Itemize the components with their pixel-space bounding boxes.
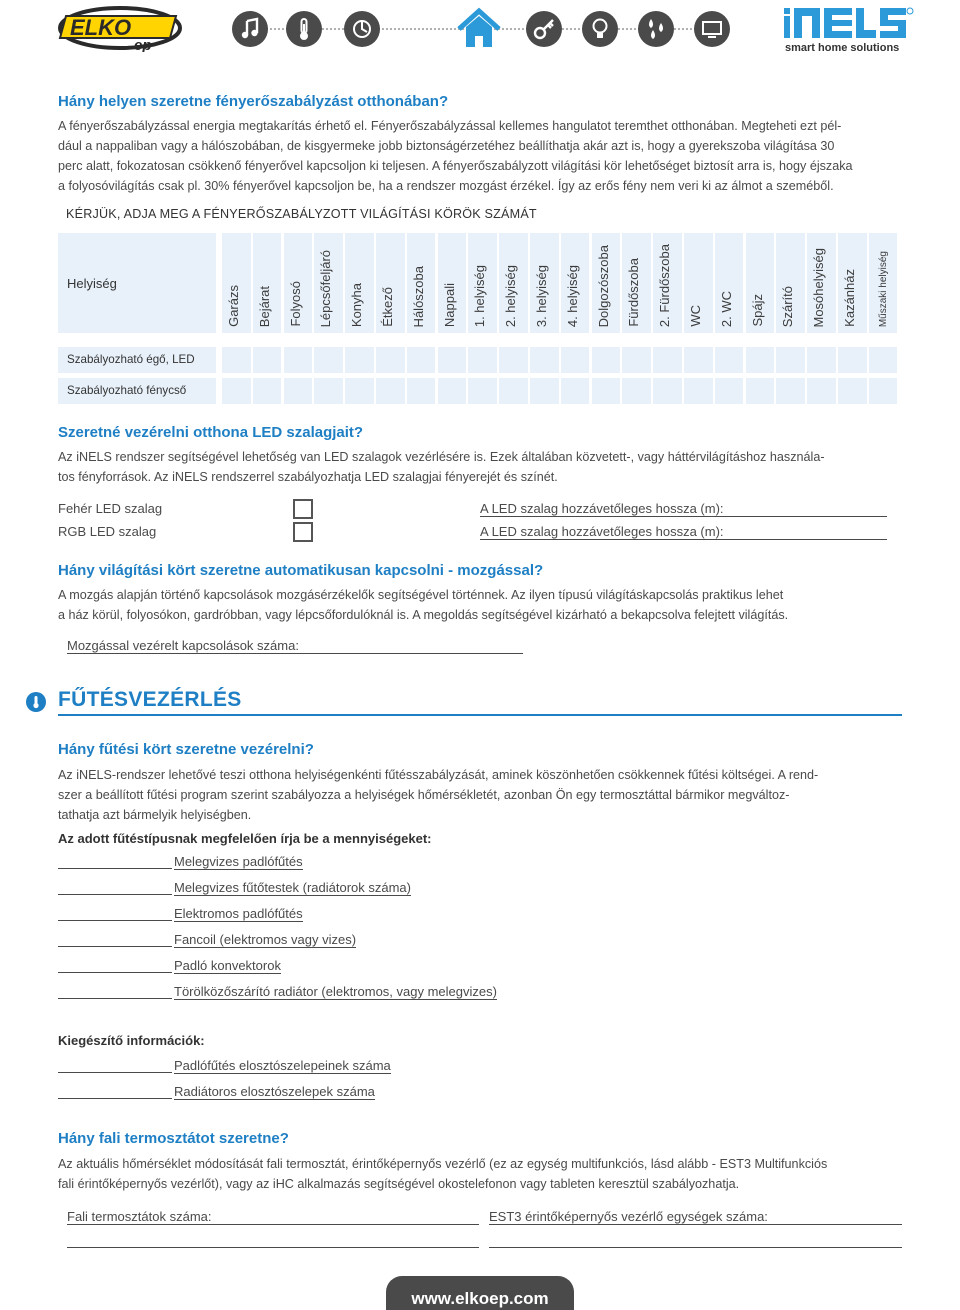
room-name: Mosóhelyiség	[811, 247, 827, 327]
bulb-icon	[582, 11, 618, 47]
table-input-cell[interactable]	[468, 378, 497, 404]
room-column-header	[653, 233, 682, 333]
table-input-cell[interactable]	[407, 378, 436, 404]
led-paragraph	[58, 447, 904, 487]
wall-thermostat-extra-line[interactable]	[67, 1247, 479, 1248]
thermometer-icon	[26, 692, 46, 712]
led-question: Szeretné vezérelni otthona LED szalagjait?	[58, 424, 364, 441]
room-column-header	[746, 233, 775, 333]
heating-type-label: Melegvizes fűtőtestek (radiátorok száma)	[174, 880, 411, 895]
table-input-cell[interactable]	[468, 347, 497, 373]
table-input-cell[interactable]	[376, 378, 405, 404]
room-column-header	[284, 233, 313, 333]
room-column-header	[715, 233, 744, 333]
row-label-cell	[58, 378, 216, 404]
room-column-header	[499, 233, 528, 333]
room-name: 2. WC	[718, 290, 734, 327]
table-input-cell[interactable]	[684, 347, 713, 373]
table-input-cell[interactable]	[345, 347, 374, 373]
table-row-dimmable-tube	[58, 378, 902, 404]
room-name: Nappali	[441, 282, 457, 327]
room-column-header	[684, 233, 713, 333]
room-column-header	[592, 233, 621, 333]
room-table-header	[58, 233, 902, 333]
room-name: Spájz	[749, 294, 765, 327]
room-name: Fürdőszoba	[626, 258, 642, 327]
room-name: Étkező	[380, 287, 395, 327]
heating-question: Hány fűtési kört szeretne vezérelni?	[58, 741, 314, 758]
table-input-cell[interactable]	[776, 347, 805, 373]
room-column-header	[314, 233, 343, 333]
wall-thermostat-label: Fali termosztátok száma:	[67, 1209, 212, 1224]
dimming-paragraph	[58, 116, 904, 196]
table-input-cell[interactable]	[746, 378, 775, 404]
room-name: WC	[688, 305, 703, 327]
table-input-cell[interactable]	[869, 378, 898, 404]
room-name: Műszaki helyiség	[877, 250, 889, 327]
room-name: 2. Fürdőszoba	[657, 243, 673, 327]
table-input-cell[interactable]	[776, 378, 805, 404]
room-column-header	[838, 233, 867, 333]
room-column-header	[438, 233, 467, 333]
heating-line: Az iNELS-rendszer lehetővé teszi otthona helyiségenkénti fűtésszabályzását, aminek köszönhetően csökkennek fűtési költségei. A rend-	[58, 768, 819, 782]
table-input-cell[interactable]	[376, 347, 405, 373]
heating-quantity-blank[interactable]	[58, 894, 172, 895]
page-header	[0, 0, 960, 62]
extra-info-label: Kiegészítő információk:	[58, 1033, 205, 1048]
led-line: tos fényforrások. Az iNELS rendszerrel szabályozhatja LED szalagjai fényerejét és színét.	[58, 470, 558, 484]
wall-thermostat-field[interactable]	[67, 1209, 479, 1225]
heating-line: tathatja azt bármelyik helyiségben.	[58, 808, 252, 822]
room-name: 1. helyiség	[472, 264, 488, 327]
heating-type-label: Melegvizes padlófűtés	[174, 854, 303, 869]
room-header-label: Helyiség	[67, 276, 117, 291]
room-name: 4. helyiség	[564, 264, 580, 327]
heating-line: szer a beállított fűtési program szerint szabályozza a helyiségek hőmérsékletét, azonban Ön egy termosztáttal bármikor megváltoz-	[58, 788, 790, 802]
dimming-instruction: KÉRJÜK, ADJA MEG A FÉNYERŐSZABÁLYZOTT VILÁGÍTÁSI KÖRÖK SZÁMÁT	[66, 207, 537, 221]
room-column-header	[468, 233, 497, 333]
room-column-header	[530, 233, 559, 333]
room-name: Kazánház	[842, 269, 857, 327]
dimming-line: A fényerőszabályzással energia megtakarítás érhető el. Fényerőszabályzással kellemes hangulatot teremthet otthonában. Megteheti ezt pél-	[58, 119, 842, 133]
room-name: Garázs	[226, 285, 241, 327]
table-input-cell[interactable]	[592, 378, 621, 404]
motion-line: a ház körül, folyosókon, gardróbban, vagy lépcsőfordulóknál is. A megoldás segítségével kizárható a bekapcsolva felejtett világítás.	[58, 608, 789, 622]
table-input-cell[interactable]	[499, 347, 528, 373]
extra-quantity-blank[interactable]	[58, 1072, 172, 1073]
heating-type-label: Fancoil (elektromos vagy vizes)	[174, 932, 357, 947]
room-column-header	[622, 233, 651, 333]
heating-type-label: Elektromos padlófűtés	[174, 906, 303, 921]
row-label: Szabályozható fénycső	[67, 384, 187, 397]
table-input-cell[interactable]	[592, 347, 621, 373]
rgb-led-checkbox[interactable]	[293, 522, 313, 542]
home-icon	[456, 7, 502, 51]
table-input-cell[interactable]	[561, 347, 590, 373]
room-name: Szárító	[780, 285, 796, 327]
white-led-length-label: A LED szalag hozzávetőleges hossza (m):	[480, 501, 724, 516]
thermostat-paragraph	[58, 1154, 904, 1194]
table-input-cell[interactable]	[838, 378, 867, 404]
table-input-cell[interactable]	[838, 347, 867, 373]
room-column-header	[807, 233, 836, 333]
table-input-cell[interactable]	[438, 347, 467, 373]
table-input-cell[interactable]	[499, 378, 528, 404]
heating-type-label: Törölközőszárító radiátor (elektromos, vagy melegvizes)	[174, 984, 497, 999]
table-input-cell[interactable]	[869, 347, 898, 373]
category-icon-row	[232, 11, 732, 47]
room-name: Lépcsőfeljáró	[318, 249, 334, 327]
motion-paragraph	[58, 585, 904, 625]
dimming-line: a folyosóvilágítás csak pl. 30% fényerővel kapcsoljon be, ha a rendszer mozgást érzékel. Így az erős fény nem veri ki az álmot a szeméből.	[58, 179, 834, 193]
room-name: Dolgozószoba	[595, 244, 611, 327]
table-input-cell[interactable]	[314, 347, 343, 373]
table-input-cell[interactable]	[622, 347, 651, 373]
elko-sub: ep	[134, 37, 152, 52]
room-name: 3. helyiség	[534, 264, 549, 327]
room-column-header	[376, 233, 405, 333]
est3-field[interactable]	[489, 1209, 902, 1225]
table-input-cell[interactable]	[284, 347, 313, 373]
extra-info-item-label: Padlófűtés elosztószelepeinek száma	[174, 1058, 391, 1073]
table-input-cell[interactable]	[407, 347, 436, 373]
table-input-cell[interactable]	[314, 378, 343, 404]
footer-url[interactable]: www.elkoep.com	[411, 1289, 549, 1308]
heating-quantity-blank[interactable]	[58, 920, 172, 921]
heating-quantity-blank[interactable]	[58, 972, 172, 973]
motion-count-label: Mozgással vezérelt kapcsolások száma:	[67, 638, 299, 653]
table-input-cell[interactable]	[530, 378, 559, 404]
room-column-header	[561, 233, 590, 333]
row-label: Szabályozható égő, LED	[67, 353, 195, 366]
est3-label: EST3 érintőképernyős vezérlő egységek száma:	[489, 1209, 768, 1224]
thermometer-icon	[286, 11, 322, 47]
room-column-header	[345, 233, 374, 333]
table-input-cell[interactable]	[622, 378, 651, 404]
inels-logo	[784, 6, 914, 54]
white-led-length-field[interactable]	[480, 501, 887, 517]
heating-quantity-blank[interactable]	[58, 998, 172, 999]
room-name: Hálószoba	[410, 265, 426, 327]
heating-types-label: Az adott fűtéstípusnak megfelelően írja be a mennyiségeket:	[58, 831, 432, 846]
led-line: Az iNELS rendszer segítségével lehetőség van LED szalagok vezérlésére is. Ezek általában közvetett-, vagy háttérvilágításhoz használa-	[58, 450, 825, 464]
elko-brand: ELKO	[70, 15, 132, 40]
motion-line: A mozgás alapján történő kapcsolások mozgásérzékelők segítségével történnek. Az ilyen típusú világításkapcsolás praktikus lehet	[58, 588, 784, 602]
table-input-cell[interactable]	[530, 347, 559, 373]
row-label-cell	[58, 347, 216, 373]
music-icon	[232, 11, 268, 47]
rgb-led-length-field[interactable]	[480, 524, 887, 540]
room-name: Bejárat	[256, 285, 272, 327]
room-column-header	[869, 233, 898, 333]
drops-icon	[638, 11, 674, 47]
table-input-cell[interactable]	[438, 378, 467, 404]
table-input-cell[interactable]	[807, 347, 836, 373]
heating-type-label: Padló konvektorok	[174, 958, 281, 973]
heating-section-title: FŰTÉSVEZÉRLÉS	[58, 688, 242, 711]
table-input-cell[interactable]	[653, 378, 682, 404]
table-input-cell[interactable]	[253, 378, 282, 404]
room-name: Konyha	[349, 282, 365, 327]
room-header-label-cell	[58, 233, 216, 333]
inels-tagline: smart home solutions	[785, 42, 900, 54]
table-input-cell[interactable]	[653, 347, 682, 373]
room-name: 2. helyiség	[503, 264, 519, 327]
white-led-label: Fehér LED szalag	[58, 501, 163, 516]
dimming-line: dául a nappaliban vagy a hálószobában, de kisgyermeke jobb biztonságérzetéhez beállíthatja akár azt is, hogy a gyerekszoba világítása 30	[58, 139, 835, 153]
table-input-cell[interactable]	[222, 378, 251, 404]
table-input-cell[interactable]	[715, 378, 744, 404]
motion-question: Hány világítási kört szeretne automatikusan kapcsolni - mozgással?	[58, 562, 544, 579]
footer-url-tab[interactable]	[386, 1276, 574, 1310]
settings-icon	[344, 11, 380, 47]
heating-quantity-blank[interactable]	[58, 868, 172, 869]
key-icon	[526, 11, 562, 47]
room-column-header	[776, 233, 805, 333]
rgb-led-label: RGB LED szalag	[58, 524, 157, 539]
page-footer	[0, 1262, 960, 1310]
table-input-cell[interactable]	[561, 378, 590, 404]
table-input-cell[interactable]	[715, 347, 744, 373]
room-column-header	[407, 233, 436, 333]
tv-icon	[694, 11, 730, 47]
table-input-cell[interactable]	[684, 378, 713, 404]
est3-extra-line[interactable]	[489, 1247, 902, 1248]
room-column-header	[253, 233, 282, 333]
thermostat-line: fali érintőképernyős vezérlőt), vagy az iHC alkalmazás segítségével okostelefonon vagy tableten keresztül szabályozhatja.	[58, 1177, 740, 1191]
thermostat-line: Az aktuális hőmérséklet módosítását fali termosztát, érintőképernyős vezérlő (ez az egység multifunkciós, lásd alább - EST3 Multifunkciós	[58, 1157, 828, 1171]
white-led-checkbox[interactable]	[293, 499, 313, 519]
table-input-cell[interactable]	[345, 378, 374, 404]
motion-count-field[interactable]	[67, 638, 523, 654]
table-row-dimmable-bulb	[58, 347, 902, 373]
heating-paragraph	[58, 765, 904, 825]
extra-quantity-blank[interactable]	[58, 1098, 172, 1099]
elko-logo	[58, 6, 184, 52]
heating-quantity-blank[interactable]	[58, 946, 172, 947]
room-column-header	[222, 233, 251, 333]
dimming-question: Hány helyen szeretne fényerőszabályzást otthonában?	[58, 93, 449, 110]
room-name: Folyosó	[287, 281, 303, 327]
table-input-cell[interactable]	[253, 347, 282, 373]
extra-info-item-label: Radiátoros elosztószelepek száma	[174, 1084, 375, 1099]
table-input-cell[interactable]	[746, 347, 775, 373]
section-divider	[58, 714, 902, 716]
dimming-line: perc alatt, fokozatosan csökkenő fényerővel kapcsoljon ki teljesen. A fényerőszabályzott világítási kör lehetőséget biztosít arra is, hogy éjszaka	[58, 159, 853, 173]
table-input-cell[interactable]	[807, 378, 836, 404]
table-input-cell[interactable]	[222, 347, 251, 373]
rgb-led-length-label: A LED szalag hozzávetőleges hossza (m):	[480, 524, 724, 539]
table-input-cell[interactable]	[284, 378, 313, 404]
thermostat-question: Hány fali termosztátot szeretne?	[58, 1130, 289, 1147]
